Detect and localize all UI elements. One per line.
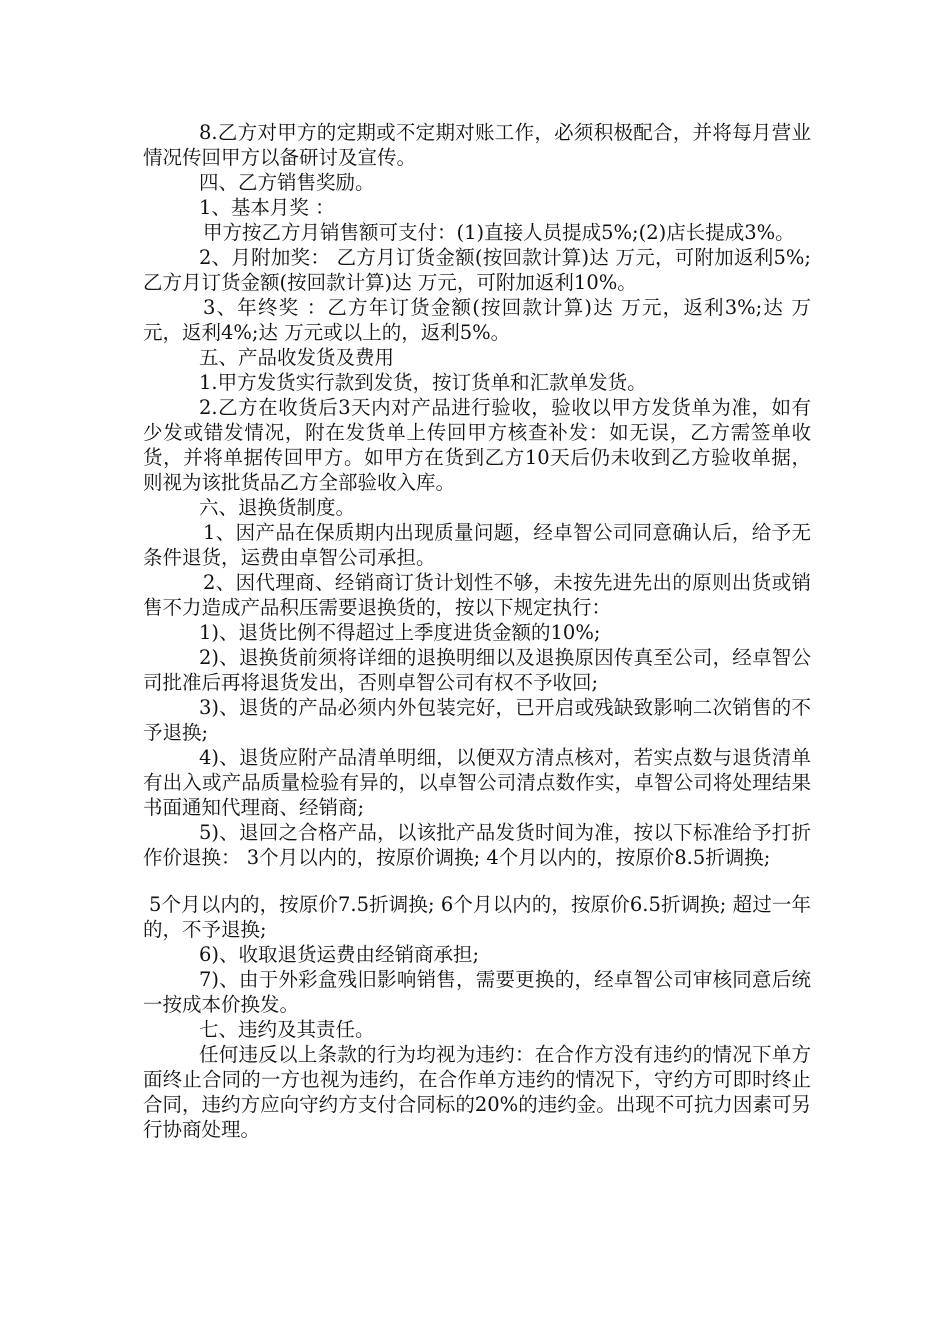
paragraph-return-rule-6: 6)、收取退货运费由经销商承担; (199, 943, 480, 966)
section-heading-7: 七、违约及其责任。 (199, 1018, 375, 1041)
paragraph-shipping-1: 1.甲方发货实行款到发货，按订货单和汇款单发货。 (199, 371, 647, 394)
subheading-monthly-bonus: 1、基本月奖 ： (199, 196, 335, 219)
paragraph-monthly-extra-bonus: 2、月附加奖： 乙方月订货金额(按回款计算)达 万元，可附加返利5%;乙方月订货金额(按回款计算)达 万元，可附加返利10%。 (143, 246, 811, 294)
paragraph-shipping-2: 2.乙方在收货后3天内对产品进行验收，验收以甲方发货单为准，如有少发或错发情况，附在发货单上传回甲方核查补发：如无误，乙方需签单收货，并将单据传回甲方。如甲方在货到乙方10天后仍未收到乙方验收单据，则视为该批货品乙方全部验收入库。 (143, 396, 811, 494)
paragraph-return-rule-1: 1)、退货比例不得超过上季度进货金额的10%; (199, 621, 601, 644)
paragraph-commission: 甲方按乙方月销售额可支付：(1)直接人员提成5%;(2)店长提成3%。 (203, 221, 795, 244)
section-heading-5: 五、产品收发货及费用 (199, 346, 395, 369)
paragraph-return-rule-3: 3)、退货的产品必须内外包装完好，已开启或残缺致影响二次销售的不予退换; (143, 696, 811, 744)
paragraph-breach: 任何违反以上条款的行为均视为违约：在合作方没有违约的情况下单方面终止合同的一方也视为违约，在合作单方违约的情况下，守约方可即时终止合同，违约方应向守约方支付合同标的20%的违约金。出现不可抗力因素可另行协商处理。 (143, 1043, 811, 1141)
paragraph-return-rule-2: 2)、退换货前须将详细的退换明细以及退换原因传真至公司，经卓智公司批准后再将退货发出，否则卓智公司有权不予收回; (143, 646, 811, 694)
section-heading-6: 六、退换货制度。 (199, 496, 356, 519)
document-body (143, 120, 811, 1142)
paragraph-return-rule-5: 5)、退回之合格产品，以该批产品发货时间为准，按以下标准给予打折作价退换： 3个月以内的，按原价调换; 4个月以内的，按原价8.5折调换; (143, 821, 811, 869)
section-heading-4: 四、乙方销售奖励。 (199, 171, 375, 194)
paragraph-return-rule-5-continued: 5个月以内的，按原价7.5折调换; 6个月以内的，按原价6.5折调换; 超过一年的，不予退换; (143, 893, 811, 941)
paragraph-clause-8: 8.乙方对甲方的定期或不定期对账工作，必须积极配合，并将每月营业情况传回甲方以备研讨及宣传。 (143, 121, 811, 169)
paragraph-return-2: 2、因代理商、经销商订货计划性不够，未按先进先出的原则出货或销售不力造成产品积压需要退换货的，按以下规定执行： (143, 571, 811, 619)
paragraph-return-rule-7: 7)、由于外彩盒残旧影响销售，需要更换的，经卓智公司审核同意后统一按成本价换发。 (143, 968, 811, 1016)
paragraph-return-1: 1、因产品在保质期内出现质量问题，经卓智公司同意确认后，给予无条件退货，运费由卓智公司承担。 (143, 521, 811, 569)
paragraph-return-rule-4: 4)、退货应附产品清单明细，以便双方清点核对，若实点数与退货清单有出入或产品质量检验有异的，以卓智公司清点数作实，卓智公司将处理结果书面通知代理商、经销商; (143, 746, 811, 819)
paragraph-year-end-bonus: 3、年终奖 ：乙方年订货金额(按回款计算)达 万元，返利3%;达 万元，返利4%;达 万元或以上的，返利5%。 (143, 296, 811, 344)
blank-line (143, 870, 811, 892)
